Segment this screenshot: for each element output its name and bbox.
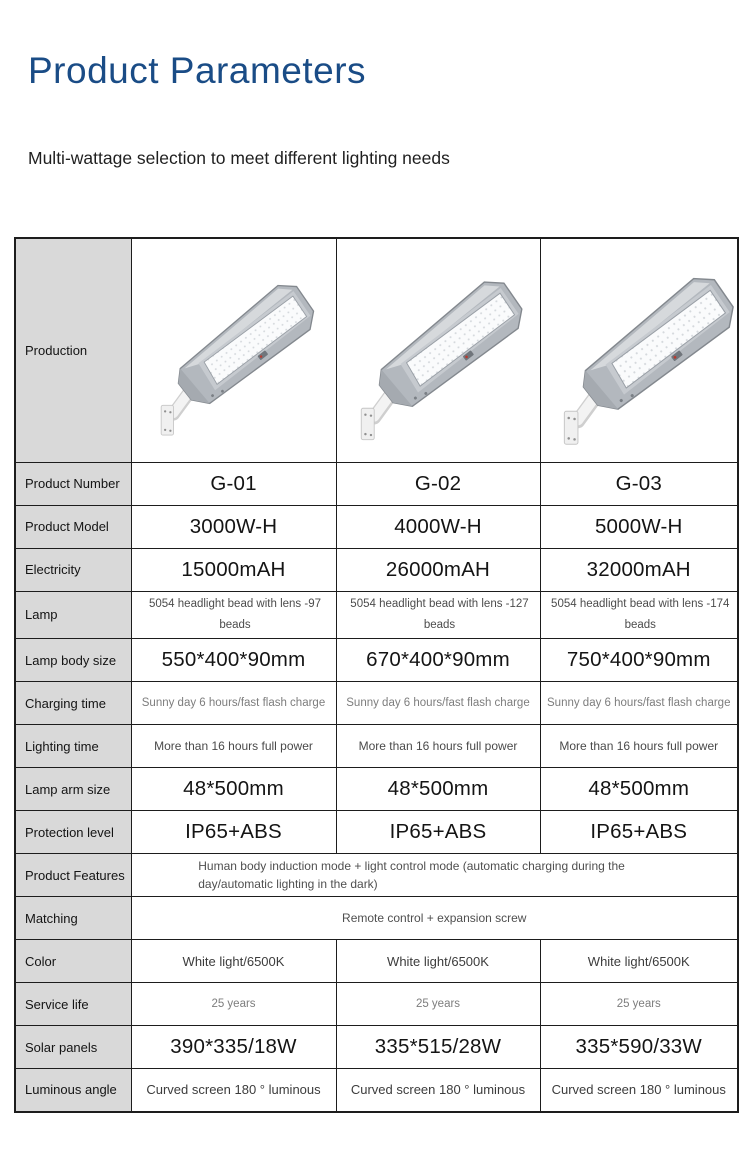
param-value: 390*335/18W [131, 1026, 336, 1069]
product-parameters-table [14, 237, 739, 1113]
param-value: IP65+ABS [131, 811, 336, 854]
param-value: 5054 headlight bead with lens -97 beads [131, 591, 336, 639]
row-label: Solar panels [15, 1026, 131, 1069]
param-value: 48*500mm [540, 768, 738, 811]
page-subtitle: Multi-wattage selection to meet different lighting needs [28, 148, 450, 168]
param-value: 5054 headlight bead with lens -174 beads [540, 591, 738, 639]
street-light-image [340, 252, 536, 448]
param-value: 5054 headlight bead with lens -127 beads [336, 591, 540, 639]
param-value: 32000mAH [540, 548, 738, 591]
product-features-text: Human body induction mode + light control mode (automatic charging during the day/automatic lighting in the dark) [198, 859, 625, 892]
row-label: Electricity [15, 548, 131, 591]
param-value: Curved screen 180 ° luminous [336, 1069, 540, 1112]
param-value: 25 years [540, 983, 738, 1026]
param-value: Sunny day 6 hours/fast flash charge [336, 682, 540, 725]
row-label: Lamp [15, 591, 131, 639]
param-value: White light/6500K [336, 940, 540, 983]
row-label: Luminous angle [15, 1069, 131, 1112]
table-row-product-number [15, 462, 738, 505]
param-value: 4000W-H [336, 505, 540, 548]
param-value-span: Remote control + expansion screw [131, 897, 738, 940]
table-row-luminous-angle [15, 1069, 738, 1112]
row-label: Service life [15, 983, 131, 1026]
param-value: 25 years [336, 983, 540, 1026]
page-title: Product Parameters [28, 50, 367, 91]
param-value: 335*590/33W [540, 1026, 738, 1069]
param-value: More than 16 hours full power [540, 725, 738, 768]
table-row-lamp-body-size [15, 639, 738, 682]
row-label: Lighting time [15, 725, 131, 768]
table-row-service-life [15, 983, 738, 1026]
param-value: G-01 [131, 462, 336, 505]
param-value: Sunny day 6 hours/fast flash charge [540, 682, 738, 725]
production-image-cell [540, 238, 738, 462]
table-row-product-features [15, 854, 738, 897]
param-value: Sunny day 6 hours/fast flash charge [131, 682, 336, 725]
row-label: Product Features [15, 854, 131, 897]
param-value: 3000W-H [131, 505, 336, 548]
param-value: 750*400*90mm [540, 639, 738, 682]
street-light-image [141, 257, 327, 443]
row-label: Color [15, 940, 131, 983]
param-value: White light/6500K [131, 940, 336, 983]
param-value: Curved screen 180 ° luminous [540, 1069, 738, 1112]
table-row-lighting-time [15, 725, 738, 768]
param-value: White light/6500K [540, 940, 738, 983]
table-row-lamp [15, 591, 738, 639]
param-value: 335*515/28W [336, 1026, 540, 1069]
production-image-cell [336, 238, 540, 462]
param-value: 26000mAH [336, 548, 540, 591]
row-label: Product Number [15, 462, 131, 505]
param-value: 670*400*90mm [336, 639, 540, 682]
row-label: Lamp arm size [15, 768, 131, 811]
row-label: Protection level [15, 811, 131, 854]
param-value: IP65+ABS [336, 811, 540, 854]
row-label: Lamp body size [15, 639, 131, 682]
param-value: 25 years [131, 983, 336, 1026]
row-label: Product Model [15, 505, 131, 548]
table-row-lamp-arm-size [15, 768, 738, 811]
param-value: IP65+ABS [540, 811, 738, 854]
param-value: 5000W-H [540, 505, 738, 548]
table-row-protection-level [15, 811, 738, 854]
param-value: More than 16 hours full power [131, 725, 336, 768]
table-row-matching [15, 897, 738, 940]
table-row-production [15, 238, 738, 462]
param-value: G-03 [540, 462, 738, 505]
table-row-solar-panels [15, 1026, 738, 1069]
production-image-cell [131, 238, 336, 462]
street-light-image [542, 247, 739, 453]
table-row-charging-time [15, 682, 738, 725]
param-value: More than 16 hours full power [336, 725, 540, 768]
param-value-span [131, 854, 738, 897]
param-value: 48*500mm [131, 768, 336, 811]
row-label: Charging time [15, 682, 131, 725]
param-value: G-02 [336, 462, 540, 505]
param-value: 15000mAH [131, 548, 336, 591]
param-value: 48*500mm [336, 768, 540, 811]
param-value: 550*400*90mm [131, 639, 336, 682]
row-label: Matching [15, 897, 131, 940]
table-row-electricity [15, 548, 738, 591]
table-row-product-model [15, 505, 738, 548]
row-label: Production [15, 238, 131, 462]
table-row-color [15, 940, 738, 983]
param-value: Curved screen 180 ° luminous [131, 1069, 336, 1112]
